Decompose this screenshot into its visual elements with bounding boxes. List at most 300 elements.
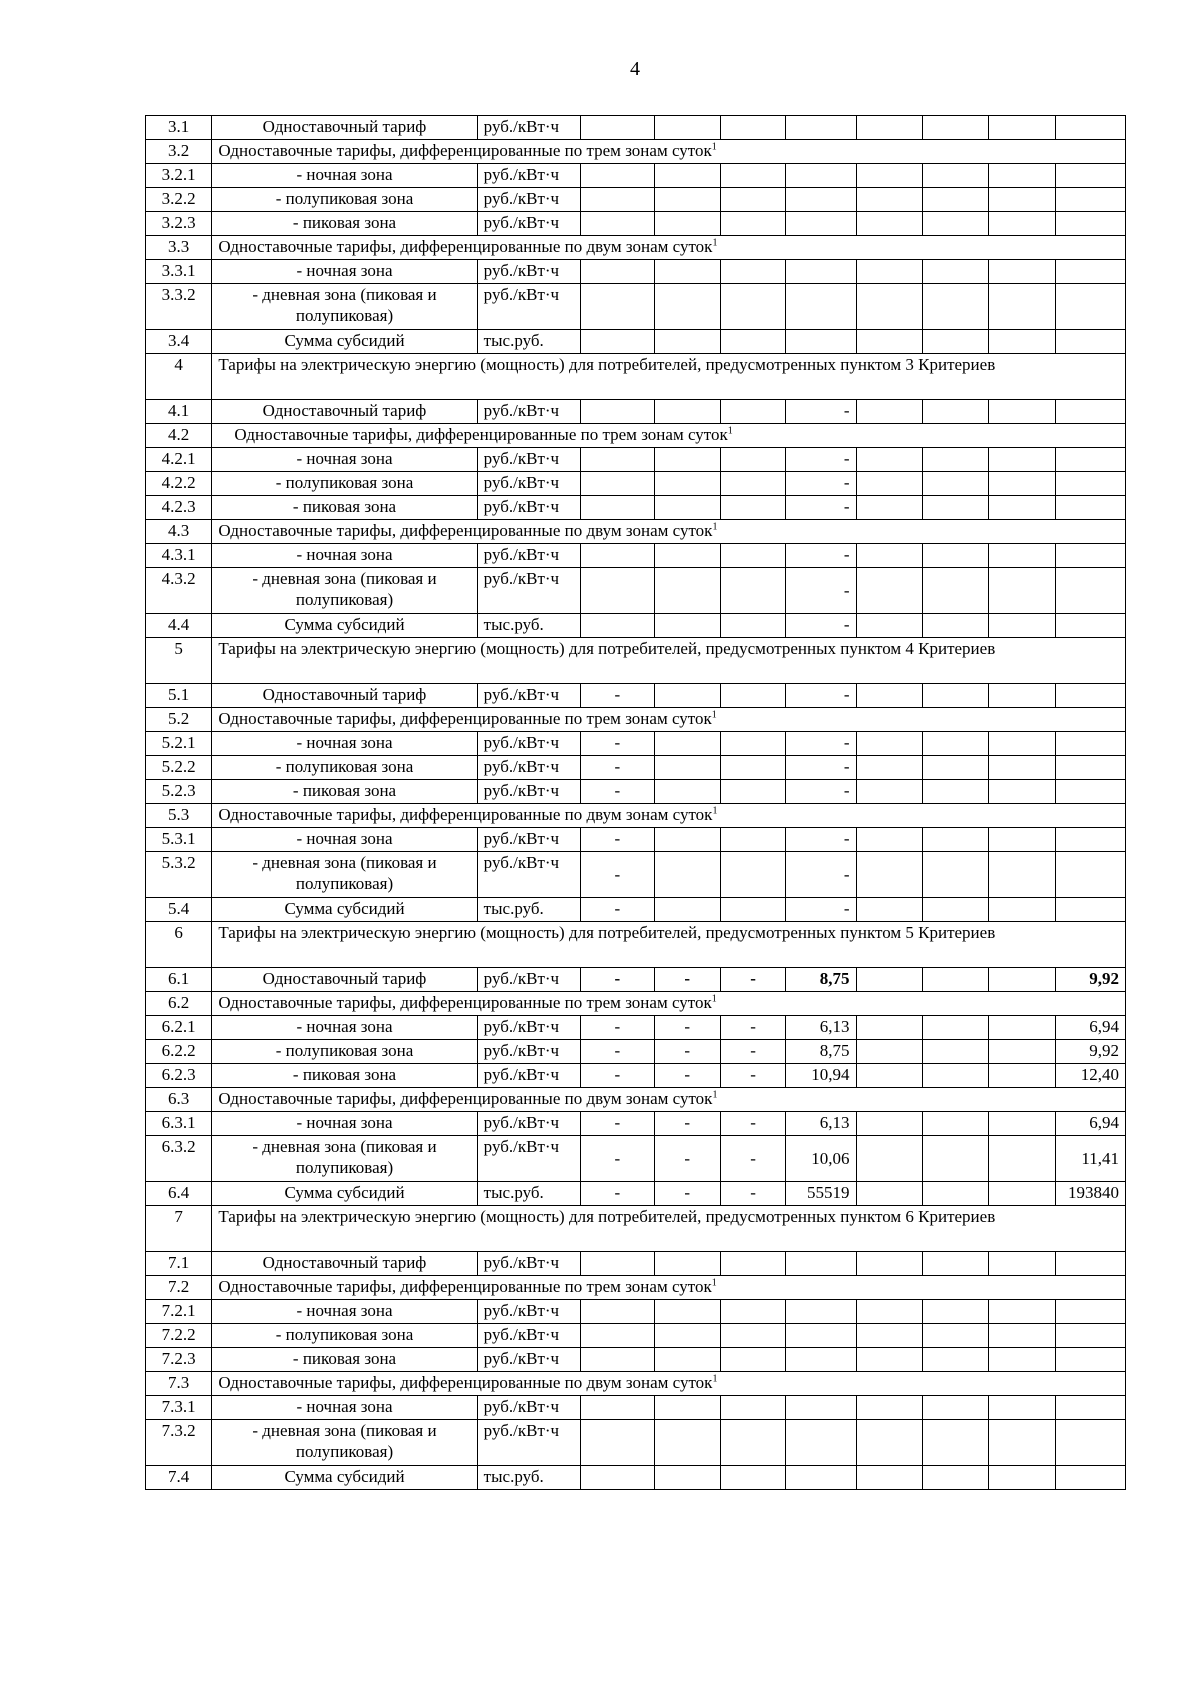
- row-unit: руб./кВт·ч: [477, 756, 581, 780]
- value-cell: [989, 1252, 1055, 1276]
- value-cell: [989, 260, 1055, 284]
- row-unit: руб./кВт·ч: [477, 212, 581, 236]
- value-cell: [581, 164, 654, 188]
- value-cell: [856, 544, 922, 568]
- value-cell: -: [786, 472, 856, 496]
- group-title: [212, 708, 1126, 732]
- value-cell: [654, 448, 720, 472]
- value-cell: [856, 684, 922, 708]
- row-number: 5.4: [146, 898, 212, 922]
- row-unit: руб./кВт·ч: [477, 568, 581, 614]
- value-cell: [581, 496, 654, 520]
- value-cell: [989, 1064, 1055, 1088]
- value-cell: -: [720, 1016, 785, 1040]
- value-cell: -: [654, 1182, 720, 1206]
- value-cell: [786, 1252, 856, 1276]
- group-text: Одноставочные тарифы, дифференцированные по двум зонам суток: [218, 237, 713, 256]
- value-cell: [856, 212, 922, 236]
- value-cell: -: [581, 756, 654, 780]
- value-cell: -: [581, 1182, 654, 1206]
- row-unit: руб./кВт·ч: [477, 968, 581, 992]
- value-cell: [720, 330, 785, 354]
- value-cell: [856, 898, 922, 922]
- value-cell: [856, 828, 922, 852]
- value-cell: [922, 568, 988, 614]
- value-cell: [989, 732, 1055, 756]
- row-unit: руб./кВт·ч: [477, 164, 581, 188]
- row-unit: руб./кВт·ч: [477, 1420, 581, 1466]
- row-name: - дневная зона (пиковая и полупиковая): [212, 284, 477, 330]
- value-cell: [581, 188, 654, 212]
- row-name: Одноставочный тариф: [212, 116, 477, 140]
- value-cell: [1055, 568, 1125, 614]
- row-name: Одноставочный тариф: [212, 400, 477, 424]
- group-text: Одноставочные тарифы, дифференцированные по двум зонам суток: [218, 1089, 713, 1108]
- value-cell: [989, 1182, 1055, 1206]
- table-row: [146, 568, 1126, 614]
- value-cell: [856, 780, 922, 804]
- row-name: Сумма субсидий: [212, 1182, 477, 1206]
- value-cell: -: [581, 1112, 654, 1136]
- group-text: Одноставочные тарифы, дифференцированные по двум зонам суток: [218, 521, 713, 540]
- value-cell: [922, 1040, 988, 1064]
- value-cell: [1055, 1324, 1125, 1348]
- value-cell: -: [581, 684, 654, 708]
- row-unit: руб./кВт·ч: [477, 732, 581, 756]
- value-cell: [989, 614, 1055, 638]
- table-row: [146, 400, 1126, 424]
- row-number: 6.3.1: [146, 1112, 212, 1136]
- value-cell: 6,94: [1055, 1112, 1125, 1136]
- value-cell: [720, 1300, 785, 1324]
- value-cell: [922, 164, 988, 188]
- value-cell: [1055, 614, 1125, 638]
- value-cell: [922, 496, 988, 520]
- value-cell: 10,94: [786, 1064, 856, 1088]
- row-name: - дневная зона (пиковая и полупиковая): [212, 1420, 477, 1466]
- footnote-marker: 1: [727, 425, 733, 437]
- value-cell: -: [720, 1064, 785, 1088]
- row-number: 5.2.2: [146, 756, 212, 780]
- value-cell: [922, 212, 988, 236]
- value-cell: [922, 968, 988, 992]
- row-number: 3.2.1: [146, 164, 212, 188]
- value-cell: [922, 472, 988, 496]
- value-cell: [1055, 1466, 1125, 1490]
- row-number: 6.2: [146, 992, 212, 1016]
- value-cell: [654, 1420, 720, 1466]
- row-name: - полупиковая зона: [212, 472, 477, 496]
- table-row: [146, 614, 1126, 638]
- value-cell: [856, 188, 922, 212]
- value-cell: [720, 448, 785, 472]
- table-row: [146, 188, 1126, 212]
- value-cell: [581, 284, 654, 330]
- value-cell: [1055, 1300, 1125, 1324]
- table-row: [146, 260, 1126, 284]
- value-cell: [1055, 472, 1125, 496]
- value-cell: [720, 684, 785, 708]
- row-unit: руб./кВт·ч: [477, 1396, 581, 1420]
- value-cell: [1055, 188, 1125, 212]
- value-cell: [856, 1136, 922, 1182]
- value-cell: [922, 448, 988, 472]
- value-cell: [720, 472, 785, 496]
- value-cell: [654, 1300, 720, 1324]
- row-unit: руб./кВт·ч: [477, 472, 581, 496]
- value-cell: [922, 400, 988, 424]
- value-cell: [1055, 330, 1125, 354]
- row-name: - пиковая зона: [212, 780, 477, 804]
- value-cell: -: [581, 1040, 654, 1064]
- value-cell: [720, 852, 785, 898]
- value-cell: [581, 614, 654, 638]
- value-cell: [581, 1396, 654, 1420]
- value-cell: [989, 684, 1055, 708]
- row-number: 3.4: [146, 330, 212, 354]
- value-cell: [989, 544, 1055, 568]
- value-cell: [786, 330, 856, 354]
- row-name: - пиковая зона: [212, 212, 477, 236]
- footnote-marker: 1: [711, 1277, 717, 1289]
- value-cell: [720, 544, 785, 568]
- group-row: [146, 520, 1126, 544]
- value-cell: [856, 1324, 922, 1348]
- value-cell: [581, 448, 654, 472]
- value-cell: [922, 1252, 988, 1276]
- row-number: 4.3.1: [146, 544, 212, 568]
- value-cell: [654, 496, 720, 520]
- table-row: [146, 1348, 1126, 1372]
- value-cell: [720, 400, 785, 424]
- row-unit: тыс.руб.: [477, 330, 581, 354]
- group-row: [146, 804, 1126, 828]
- row-name: - ночная зона: [212, 1300, 477, 1324]
- value-cell: [922, 544, 988, 568]
- row-name: Одноставочный тариф: [212, 968, 477, 992]
- value-cell: [654, 330, 720, 354]
- value-cell: [720, 164, 785, 188]
- value-cell: [1055, 284, 1125, 330]
- section-title: [212, 638, 1126, 684]
- value-cell: [1055, 400, 1125, 424]
- value-cell: [581, 1300, 654, 1324]
- value-cell: [989, 496, 1055, 520]
- row-name: Сумма субсидий: [212, 330, 477, 354]
- row-unit: руб./кВт·ч: [477, 828, 581, 852]
- value-cell: [654, 614, 720, 638]
- value-cell: [1055, 260, 1125, 284]
- value-cell: [922, 284, 988, 330]
- footnote-marker: 1: [712, 521, 718, 533]
- row-unit: руб./кВт·ч: [477, 1348, 581, 1372]
- value-cell: [581, 1420, 654, 1466]
- value-cell: [856, 400, 922, 424]
- group-text: Одноставочные тарифы, дифференцированные по трем зонам суток: [218, 1277, 712, 1296]
- value-cell: [922, 1300, 988, 1324]
- value-cell: [989, 1300, 1055, 1324]
- table-row: [146, 968, 1126, 992]
- group-title: [212, 1372, 1126, 1396]
- value-cell: [989, 1040, 1055, 1064]
- value-cell: -: [581, 898, 654, 922]
- value-cell: [654, 1348, 720, 1372]
- value-cell: -: [786, 898, 856, 922]
- value-cell: [856, 1466, 922, 1490]
- value-cell: [720, 116, 785, 140]
- value-cell: 6,94: [1055, 1016, 1125, 1040]
- value-cell: [654, 284, 720, 330]
- group-row: [146, 1372, 1126, 1396]
- section-header-row: [146, 1206, 1126, 1252]
- value-cell: [654, 1252, 720, 1276]
- table-row: [146, 780, 1126, 804]
- value-cell: [654, 472, 720, 496]
- value-cell: [856, 568, 922, 614]
- table-row: [146, 472, 1126, 496]
- row-number: 5.3.1: [146, 828, 212, 852]
- value-cell: -: [786, 732, 856, 756]
- value-cell: [1055, 828, 1125, 852]
- value-cell: [856, 1252, 922, 1276]
- row-number: 4.1: [146, 400, 212, 424]
- value-cell: 8,75: [786, 968, 856, 992]
- table-row: [146, 1182, 1126, 1206]
- value-cell: [581, 544, 654, 568]
- row-number: 5.2.3: [146, 780, 212, 804]
- value-cell: [922, 1016, 988, 1040]
- row-number: 7.4: [146, 1466, 212, 1490]
- row-number: 3.3.2: [146, 284, 212, 330]
- value-cell: -: [581, 1064, 654, 1088]
- value-cell: [856, 1420, 922, 1466]
- group-row: [146, 140, 1126, 164]
- value-cell: [922, 780, 988, 804]
- value-cell: [989, 568, 1055, 614]
- value-cell: [720, 1466, 785, 1490]
- value-cell: -: [786, 544, 856, 568]
- row-unit: тыс.руб.: [477, 1182, 581, 1206]
- value-cell: [922, 614, 988, 638]
- value-cell: [1055, 212, 1125, 236]
- row-unit: руб./кВт·ч: [477, 1040, 581, 1064]
- value-cell: [786, 1420, 856, 1466]
- row-name: - ночная зона: [212, 448, 477, 472]
- value-cell: 10,06: [786, 1136, 856, 1182]
- value-cell: [720, 212, 785, 236]
- value-cell: -: [720, 1182, 785, 1206]
- group-title: [212, 140, 1126, 164]
- row-number: 7: [146, 1206, 212, 1252]
- footnote-marker: 1: [711, 141, 717, 153]
- value-cell: [989, 448, 1055, 472]
- value-cell: [1055, 164, 1125, 188]
- value-cell: [922, 756, 988, 780]
- row-name: Одноставочный тариф: [212, 684, 477, 708]
- row-unit: руб./кВт·ч: [477, 448, 581, 472]
- row-unit: руб./кВт·ч: [477, 684, 581, 708]
- value-cell: 9,92: [1055, 968, 1125, 992]
- group-text: Тарифы на электрическую энергию (мощность) для потребителей, предусмотренных пунктом 4 Критериев: [218, 639, 996, 658]
- row-number: 7.3: [146, 1372, 212, 1396]
- value-cell: [1055, 116, 1125, 140]
- value-cell: [989, 852, 1055, 898]
- value-cell: [989, 1466, 1055, 1490]
- value-cell: [922, 852, 988, 898]
- value-cell: [856, 968, 922, 992]
- value-cell: [654, 684, 720, 708]
- value-cell: [654, 780, 720, 804]
- row-number: 7.3.2: [146, 1420, 212, 1466]
- value-cell: [1055, 1420, 1125, 1466]
- value-cell: [856, 852, 922, 898]
- row-number: 3.2.2: [146, 188, 212, 212]
- value-cell: [581, 1348, 654, 1372]
- section-title: [212, 922, 1126, 968]
- value-cell: -: [786, 496, 856, 520]
- value-cell: [654, 732, 720, 756]
- value-cell: 193840: [1055, 1182, 1125, 1206]
- value-cell: -: [786, 756, 856, 780]
- row-name: - пиковая зона: [212, 1348, 477, 1372]
- group-text: Тарифы на электрическую энергию (мощность) для потребителей, предусмотренных пунктом 6 Критериев: [218, 1207, 996, 1226]
- value-cell: [989, 1136, 1055, 1182]
- value-cell: [989, 330, 1055, 354]
- value-cell: [786, 284, 856, 330]
- table-row: [146, 756, 1126, 780]
- group-text: Одноставочные тарифы, дифференцированные по трем зонам суток: [218, 141, 712, 160]
- value-cell: [989, 164, 1055, 188]
- value-cell: [856, 1182, 922, 1206]
- group-title: [212, 1088, 1126, 1112]
- value-cell: -: [786, 400, 856, 424]
- table-row: [146, 1396, 1126, 1420]
- value-cell: [581, 1252, 654, 1276]
- value-cell: -: [581, 828, 654, 852]
- value-cell: [1055, 544, 1125, 568]
- group-title: [212, 992, 1126, 1016]
- row-unit: руб./кВт·ч: [477, 852, 581, 898]
- row-name: - ночная зона: [212, 164, 477, 188]
- row-name: Сумма субсидий: [212, 898, 477, 922]
- value-cell: 8,75: [786, 1040, 856, 1064]
- value-cell: [786, 260, 856, 284]
- value-cell: [654, 260, 720, 284]
- value-cell: [856, 330, 922, 354]
- value-cell: [720, 614, 785, 638]
- value-cell: [720, 780, 785, 804]
- row-unit: руб./кВт·ч: [477, 1252, 581, 1276]
- table-row: [146, 164, 1126, 188]
- row-number: 3.2.3: [146, 212, 212, 236]
- value-cell: -: [654, 1016, 720, 1040]
- group-text: Одноставочные тарифы, дифференцированные по двум зонам суток: [218, 805, 713, 824]
- value-cell: -: [581, 968, 654, 992]
- table-row: [146, 284, 1126, 330]
- footnote-marker: 1: [712, 1373, 718, 1385]
- value-cell: [654, 1396, 720, 1420]
- value-cell: -: [786, 568, 856, 614]
- group-row: [146, 236, 1126, 260]
- value-cell: [786, 116, 856, 140]
- value-cell: [856, 164, 922, 188]
- row-number: 5.2.1: [146, 732, 212, 756]
- section-title: [212, 354, 1126, 400]
- value-cell: [1055, 756, 1125, 780]
- group-title: [212, 424, 1126, 448]
- row-name: - ночная зона: [212, 544, 477, 568]
- row-unit: руб./кВт·ч: [477, 1064, 581, 1088]
- value-cell: [856, 448, 922, 472]
- row-number: 6.2.3: [146, 1064, 212, 1088]
- table-row: [146, 1064, 1126, 1088]
- group-text: Одноставочные тарифы, дифференцированные по двум зонам суток: [218, 1373, 713, 1392]
- group-row: [146, 992, 1126, 1016]
- row-unit: руб./кВт·ч: [477, 1300, 581, 1324]
- value-cell: [989, 898, 1055, 922]
- footnote-marker: 1: [711, 709, 717, 721]
- row-number: 4.2.3: [146, 496, 212, 520]
- value-cell: [581, 400, 654, 424]
- value-cell: [856, 284, 922, 330]
- group-title: [212, 1276, 1126, 1300]
- row-number: 5.2: [146, 708, 212, 732]
- value-cell: [720, 1420, 785, 1466]
- row-name: - ночная зона: [212, 1396, 477, 1420]
- value-cell: [989, 116, 1055, 140]
- footnote-marker: 1: [712, 237, 718, 249]
- value-cell: [989, 1348, 1055, 1372]
- table-row: [146, 1112, 1126, 1136]
- group-title: [212, 804, 1126, 828]
- row-name: - полупиковая зона: [212, 756, 477, 780]
- tariff-table: [145, 115, 1126, 1490]
- value-cell: [1055, 852, 1125, 898]
- value-cell: [720, 898, 785, 922]
- row-name: - ночная зона: [212, 732, 477, 756]
- value-cell: [581, 568, 654, 614]
- value-cell: [922, 1466, 988, 1490]
- value-cell: [720, 1348, 785, 1372]
- row-name: - полупиковая зона: [212, 1040, 477, 1064]
- value-cell: [856, 260, 922, 284]
- value-cell: -: [786, 780, 856, 804]
- row-unit: руб./кВт·ч: [477, 496, 581, 520]
- value-cell: [654, 188, 720, 212]
- value-cell: -: [654, 1112, 720, 1136]
- row-number: 7.3.1: [146, 1396, 212, 1420]
- value-cell: -: [786, 684, 856, 708]
- value-cell: [1055, 496, 1125, 520]
- row-unit: тыс.руб.: [477, 1466, 581, 1490]
- value-cell: [581, 330, 654, 354]
- value-cell: [786, 212, 856, 236]
- row-name: - ночная зона: [212, 260, 477, 284]
- value-cell: [654, 1324, 720, 1348]
- table-body: [146, 116, 1126, 1490]
- value-cell: [581, 260, 654, 284]
- value-cell: [786, 1348, 856, 1372]
- row-number: 6.2.2: [146, 1040, 212, 1064]
- row-number: 4.2.2: [146, 472, 212, 496]
- row-name: - полупиковая зона: [212, 1324, 477, 1348]
- value-cell: [720, 260, 785, 284]
- value-cell: [654, 568, 720, 614]
- value-cell: -: [581, 1016, 654, 1040]
- value-cell: [922, 1348, 988, 1372]
- row-number: 7.1: [146, 1252, 212, 1276]
- value-cell: [654, 1466, 720, 1490]
